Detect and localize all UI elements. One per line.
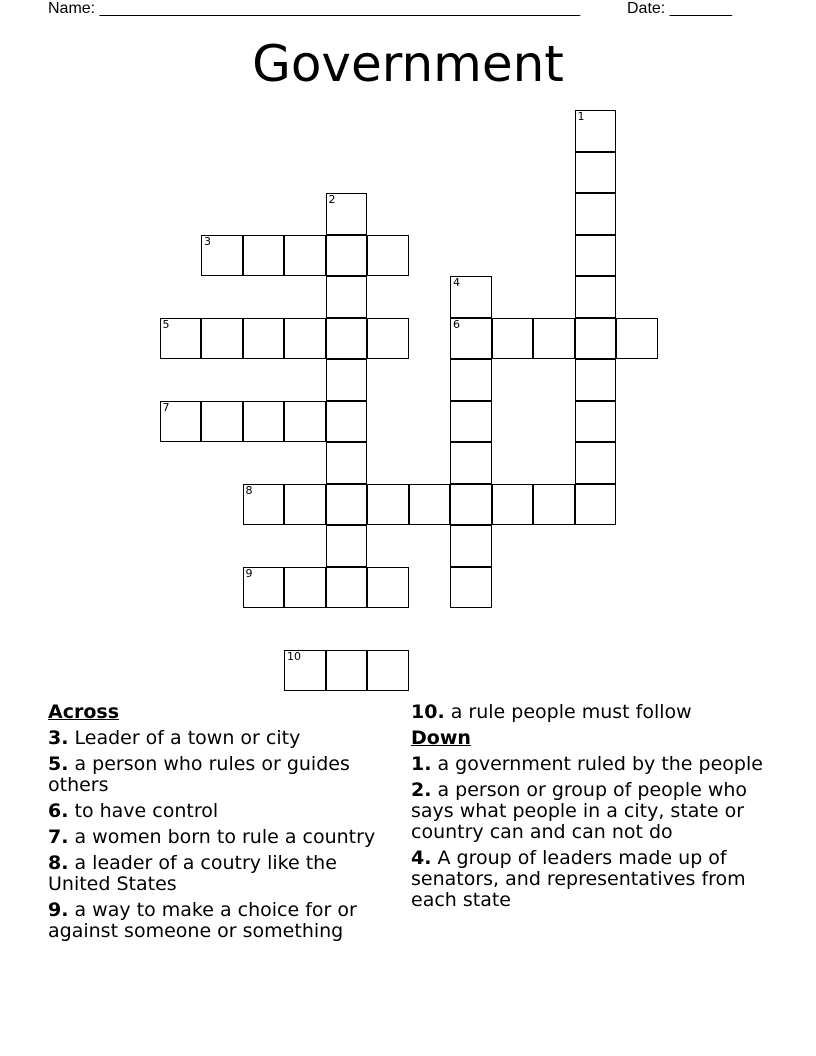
- clue-across-6: [48, 801, 398, 822]
- down-heading: Down: [411, 727, 471, 749]
- grid-cell[interactable]: [284, 484, 326, 526]
- grid-cell[interactable]: [450, 276, 492, 318]
- grid-cell[interactable]: [160, 401, 202, 443]
- cell-number: 3: [204, 234, 211, 248]
- grid-cell[interactable]: [616, 318, 658, 360]
- clue-across-10: [411, 702, 781, 723]
- grid-cell[interactable]: [450, 318, 492, 360]
- clue-number: 3.: [48, 727, 69, 749]
- grid-cell[interactable]: [326, 359, 368, 401]
- clue-text: A group of leaders made up of senators, and representatives from each state: [411, 847, 746, 911]
- clues-right-column: [411, 702, 781, 916]
- grid-cell[interactable]: [450, 484, 492, 526]
- clue-text: a rule people must follow: [450, 701, 692, 723]
- grid-cell[interactable]: [450, 442, 492, 484]
- cell-number: 7: [162, 400, 170, 414]
- grid-cell[interactable]: [450, 401, 492, 443]
- grid-cell[interactable]: [533, 318, 575, 360]
- cell-number: 4: [453, 276, 460, 289]
- clue-text: a women born to rule a country: [74, 826, 376, 848]
- grid-cell[interactable]: [326, 276, 368, 318]
- grid-cell[interactable]: [450, 359, 492, 401]
- grid-cell[interactable]: [575, 276, 617, 318]
- clue-text: a leader of a coutry like the United States: [48, 852, 337, 895]
- grid-cell[interactable]: [243, 401, 285, 443]
- grid-cell[interactable]: [575, 318, 617, 360]
- grid-cell[interactable]: [367, 567, 409, 609]
- grid-cell[interactable]: [575, 484, 617, 526]
- grid-cell[interactable]: [492, 484, 534, 526]
- clue-across-8: [48, 853, 398, 895]
- grid-cell[interactable]: [243, 318, 285, 360]
- clue-text: a person who rules or guides others: [48, 753, 350, 796]
- clue-number: 9.: [48, 899, 69, 921]
- grid-cell[interactable]: [243, 567, 285, 609]
- grid-cell[interactable]: [575, 235, 617, 277]
- clue-down-2: [411, 780, 781, 843]
- clues-left-column: [48, 702, 398, 947]
- cell-number: 9: [245, 566, 253, 580]
- grid-cell[interactable]: [409, 484, 451, 526]
- grid-cell[interactable]: [243, 235, 285, 277]
- grid-cell[interactable]: [492, 318, 534, 360]
- clue-number: 6.: [48, 800, 69, 822]
- grid-cell[interactable]: [201, 401, 243, 443]
- clue-down-4: [411, 848, 781, 911]
- page-title: Government: [252, 35, 564, 93]
- grid-cell[interactable]: [284, 401, 326, 443]
- grid-cell[interactable]: [575, 401, 617, 443]
- grid-cell[interactable]: [367, 318, 409, 360]
- grid-cell[interactable]: [160, 318, 202, 360]
- cell-number: 2: [328, 193, 336, 206]
- grid-cell[interactable]: [326, 318, 368, 360]
- grid-cell[interactable]: [326, 235, 368, 277]
- clue-number: 10.: [411, 701, 445, 723]
- name-field-label[interactable]: Name: ______________________________________________________: [48, 0, 581, 17]
- clue-number: 7.: [48, 826, 69, 848]
- grid-cell[interactable]: [326, 567, 368, 609]
- clue-number: 1.: [411, 753, 432, 775]
- grid-cell[interactable]: [201, 318, 243, 360]
- grid-cell[interactable]: [326, 484, 368, 526]
- grid-cell[interactable]: [575, 359, 617, 401]
- clue-number: 8.: [48, 852, 69, 874]
- cell-number: 5: [162, 317, 170, 331]
- date-field-label[interactable]: Date: _______: [627, 0, 732, 17]
- clue-text: to have control: [74, 800, 219, 822]
- grid-cell[interactable]: [367, 650, 409, 692]
- clue-across-7: [48, 827, 398, 848]
- grid-cell[interactable]: [533, 484, 575, 526]
- clue-text: a government ruled by the people: [437, 753, 763, 775]
- grid-cell[interactable]: [326, 442, 368, 484]
- grid-cell[interactable]: [575, 442, 617, 484]
- clue-number: 5.: [48, 753, 69, 775]
- grid-cell[interactable]: [326, 401, 368, 443]
- grid-cell[interactable]: [326, 525, 368, 567]
- grid-cell[interactable]: [450, 567, 492, 609]
- cell-number: 1: [577, 110, 585, 123]
- grid-cell[interactable]: [450, 525, 492, 567]
- cell-number: 10: [287, 649, 301, 663]
- grid-cell[interactable]: [326, 193, 368, 235]
- clue-number: 4.: [411, 847, 432, 869]
- clue-across-5: [48, 754, 398, 796]
- grid-cell[interactable]: [284, 567, 326, 609]
- grid-cell[interactable]: [284, 318, 326, 360]
- clue-down-1: [411, 754, 781, 775]
- grid-cell[interactable]: [367, 484, 409, 526]
- grid-cell[interactable]: [575, 110, 617, 152]
- grid-cell[interactable]: [284, 235, 326, 277]
- across-heading: Across: [48, 701, 120, 723]
- clue-text: a person or group of people who says what people in a city, state or country can and can not do: [411, 779, 748, 843]
- grid-cell[interactable]: [243, 484, 285, 526]
- grid-cell[interactable]: [326, 650, 368, 692]
- clue-text: Leader of a town or city: [74, 727, 301, 749]
- cell-number: 8: [245, 483, 253, 497]
- grid-cell[interactable]: [284, 650, 326, 692]
- clue-across-3: [48, 728, 398, 749]
- grid-cell[interactable]: [575, 193, 617, 235]
- clue-number: 2.: [411, 779, 432, 801]
- clue-text: a way to make a choice for or against someone or something: [48, 899, 357, 942]
- grid-cell[interactable]: [201, 235, 243, 277]
- grid-cell[interactable]: [575, 152, 617, 194]
- cell-number: 6: [453, 317, 460, 331]
- grid-cell[interactable]: [367, 235, 409, 277]
- clue-across-9: [48, 900, 398, 942]
